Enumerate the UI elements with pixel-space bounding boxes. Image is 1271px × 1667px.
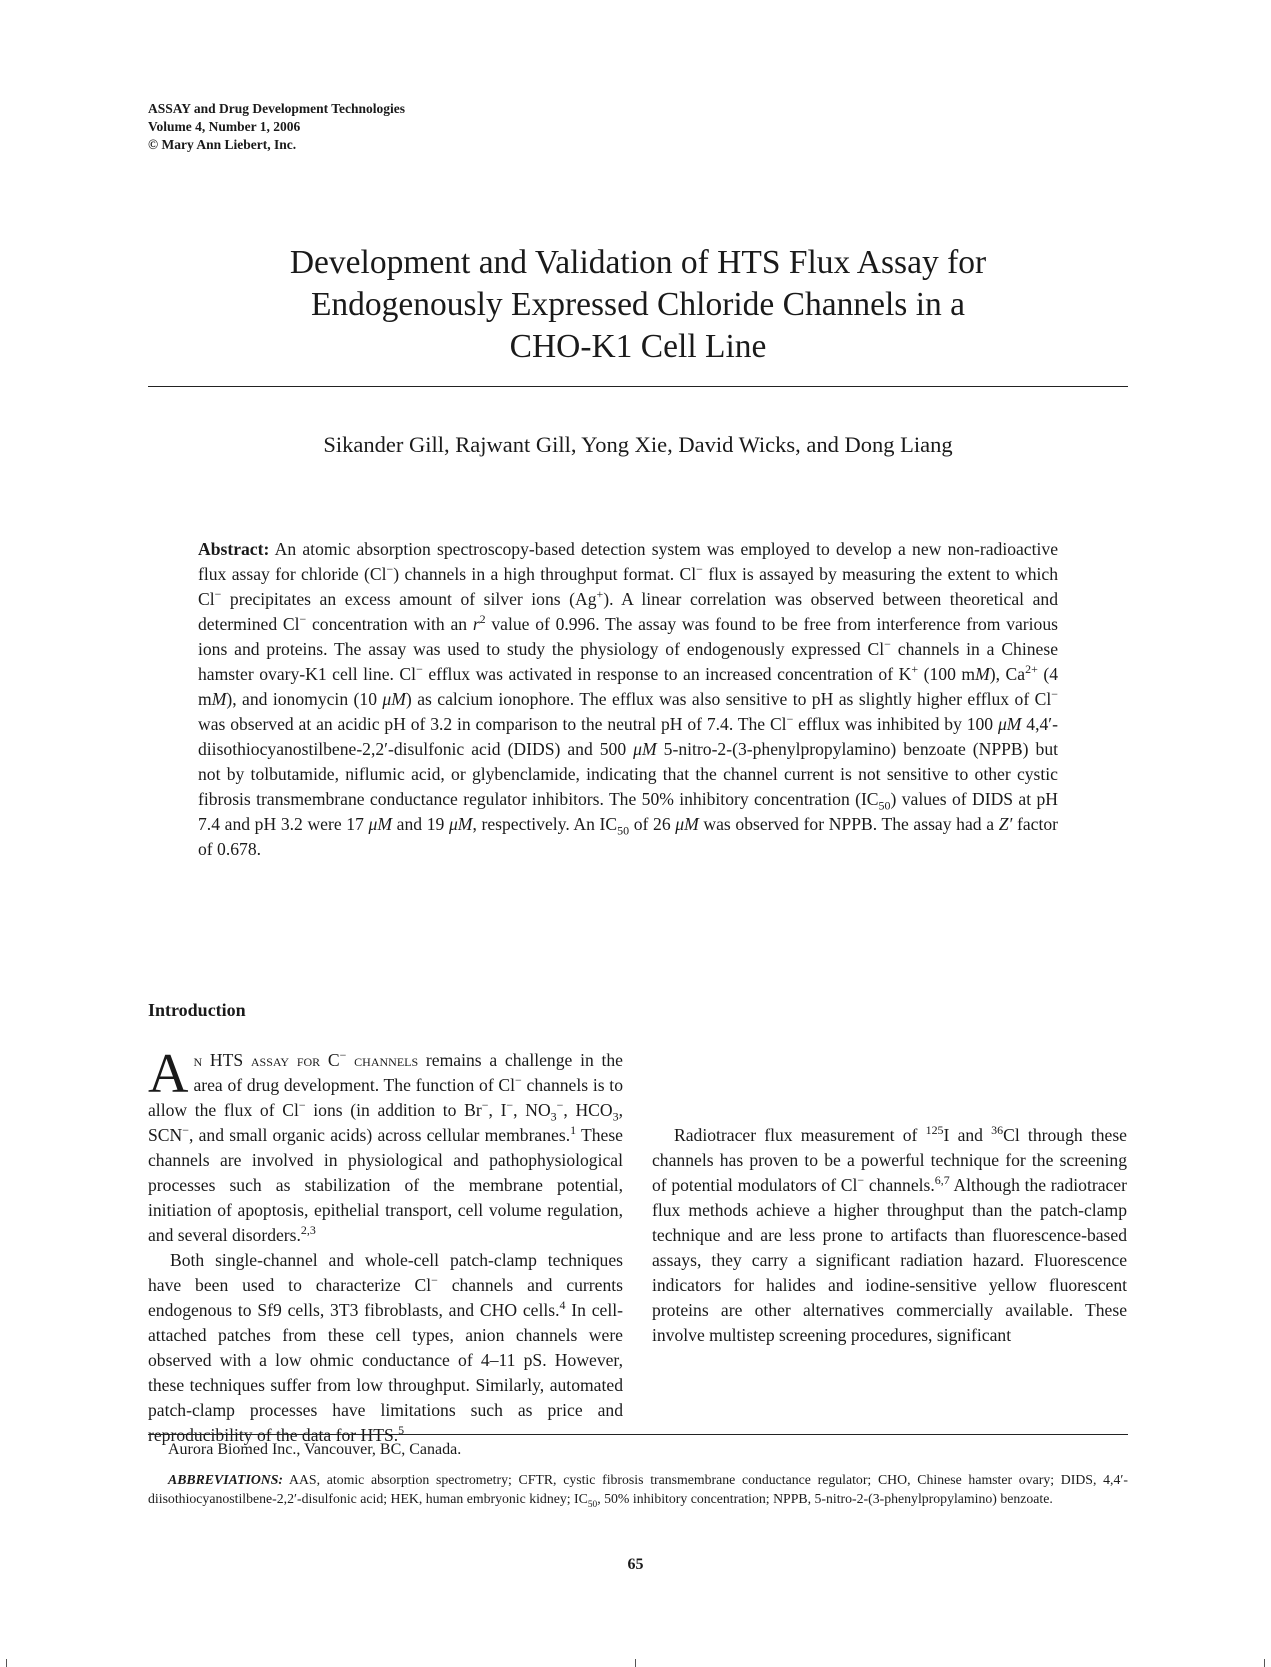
crop-mark-right bbox=[1264, 1659, 1265, 1667]
abstract-text: Abstract: An atomic absorption spectroscopy-based detection system was employed to develop a new non-radioactive flux assay for chloride (Cl−) channels in a high throughput format. Cl− flux is assayed by measuring the extent to which Cl− precipitates an excess amount of silver ions (Ag+). A linear correlation was observed between theoretical and determined Cl− concentration with an $r^2$ value of 0.996. The assay was found to be free from interference from various ions and proteins. The assay was used to study the physiology of endogenously expressed Cl− channels in a Chinese hamster ovary-K1 cell line. Cl− efflux was activated in response to an increased concentration of K+ (100 mM), $Ca^{2+}$ (4 mM), and ionomycin (10 μM) as calcium ionophore. The efflux was also sensitive to pH as slightly higher efflux of Cl− was observed at an acidic pH of 3.2 in comparison to the neutral pH of 7.4. The Cl− efflux was inhibited by 100 μM 4,4′-diisothiocyanostilbene-2,2′-disulfonic acid (DIDS) and 500 μM 5-nitro-2-(3-phenylpropylamino) benzoate (NPPB) but not by tolbutamide, niflumic acid, or glybenclamide, indicating that the channel current is not sensitive to other cystic fibrosis transmembrane conductance regulator inhibitors. The 50% inhibitory concentration $(IC_{50})$ values of DIDS at pH 7.4 and pH 3.2 were 17 μM and 19 μM, respectively. An $IC_{50}$ of 26 μM was observed for NPPB. The assay had a Z′ factor of 0.678. bbox=[198, 539, 1059, 859]
title-line-2: Endogenously Expressed Chloride Channels in a bbox=[310, 286, 966, 323]
abbreviations-footnote: ABBREVIATIONS: AAS, atomic absorption spectrometry; CFTR, cystic fibrosis transmembrane conductance regulator; CHO, Chinese hamster ovary; DIDS, 4,4′-diisothiocyanostilbene-2,2′-disulfonic acid; HEK, human embryonic kidney; $IC_{50}$, 50% inhibitory concentration; NPPB, 5-nitro-2-(3-phenylpropylamino) benzoate. bbox=[148, 1472, 1128, 1510]
page-number: 65 bbox=[627, 1556, 644, 1573]
journal-header bbox=[148, 100, 405, 154]
body-column-left bbox=[148, 998, 623, 1448]
section-heading-introduction: Introduction bbox=[148, 1000, 246, 1020]
drop-cap: A bbox=[148, 1043, 189, 1105]
title-line-1: Development and Validation of HTS Flux Assay for bbox=[289, 244, 987, 281]
abstract bbox=[198, 537, 1058, 862]
title-line-3: CHO-K1 Cell Line bbox=[509, 328, 767, 365]
article-title bbox=[148, 242, 1128, 368]
journal-copyright: © Mary Ann Liebert, Inc. bbox=[148, 137, 297, 152]
abbreviations-label: ABBREVIATIONS: bbox=[168, 1472, 284, 1487]
intro-paragraph-1: An HTS assay for C− channels remains a challenge in the area of drug development. The function of Cl− channels is to allow the flux of Cl− ions (in addition to Br−, I−, $NO_3^-$, $HCO_3$, SCN−, and small organic acids) across cellular membranes.$^1$ These channels are involved in physiological and pathophysiological processes such as stabilization of the membrane potential, initiation of apoptosis, epithelial transport, cell volume regulation, and several disorders.$^{2,3}$ bbox=[148, 1043, 623, 1245]
author-list: Sikander Gill, Rajwant Gill, Yong Xie, David Wicks, and Dong Liang bbox=[323, 432, 953, 457]
footnote-divider bbox=[148, 1434, 1128, 1435]
title-divider bbox=[148, 386, 1128, 387]
journal-volume: Volume 4, Number 1, 2006 bbox=[148, 119, 301, 134]
affiliation: Aurora Biomed Inc., Vancouver, BC, Canada. bbox=[168, 1441, 462, 1458]
abstract-label: Abstract: bbox=[198, 539, 270, 559]
body-column-right bbox=[652, 998, 1127, 1348]
intro-paragraph-2: Both single-channel and whole-cell patch-clamp techniques have been used to characterize Cl− channels and currents endogenous to Sf9 cells, 3T3 fibroblasts, and CHO cells.$^4$ In cell-attached patches from these cell types, anion channels were observed with a low ohmic conductance of 4–11 pS. However, these techniques suffer from low throughput. Similarly, automated patch-clamp processes have limitations such as price and reproducibility of the data for HTS.$^5$ bbox=[148, 1250, 623, 1445]
journal-name: ASSAY and Drug Development Technologies bbox=[148, 101, 406, 116]
intro-paragraph-3: Radiotracer flux measurement of $^{125}$I and $^{36}$Cl through these channels has proven to be a powerful technique for the screening of potential modulators of Cl− channels.$^{6,7}$ Although the radiotracer flux methods achieve a higher throughput than the patch-clamp technique and are less prone to artifacts than fluorescence-based assays, they carry a significant radiation hazard. Fluorescence indicators for halides and iodine-sensitive yellow fluorescent proteins are other alternatives commercially available. These involve multistep screening procedures, significant bbox=[652, 1123, 1127, 1345]
crop-mark-left bbox=[6, 1659, 7, 1667]
crop-mark-center bbox=[635, 1659, 636, 1667]
intro-paragraph-2-continued: In cell-attached patches from these cell types, anion channels were observed with a low ohmic conductance of 4–11 pS. However, these techniques suffer from low throughput. Similarly, automated patch-clamp processes have limitations such as price and reproducibility of the data for HTS. bbox=[148, 1300, 623, 1445]
